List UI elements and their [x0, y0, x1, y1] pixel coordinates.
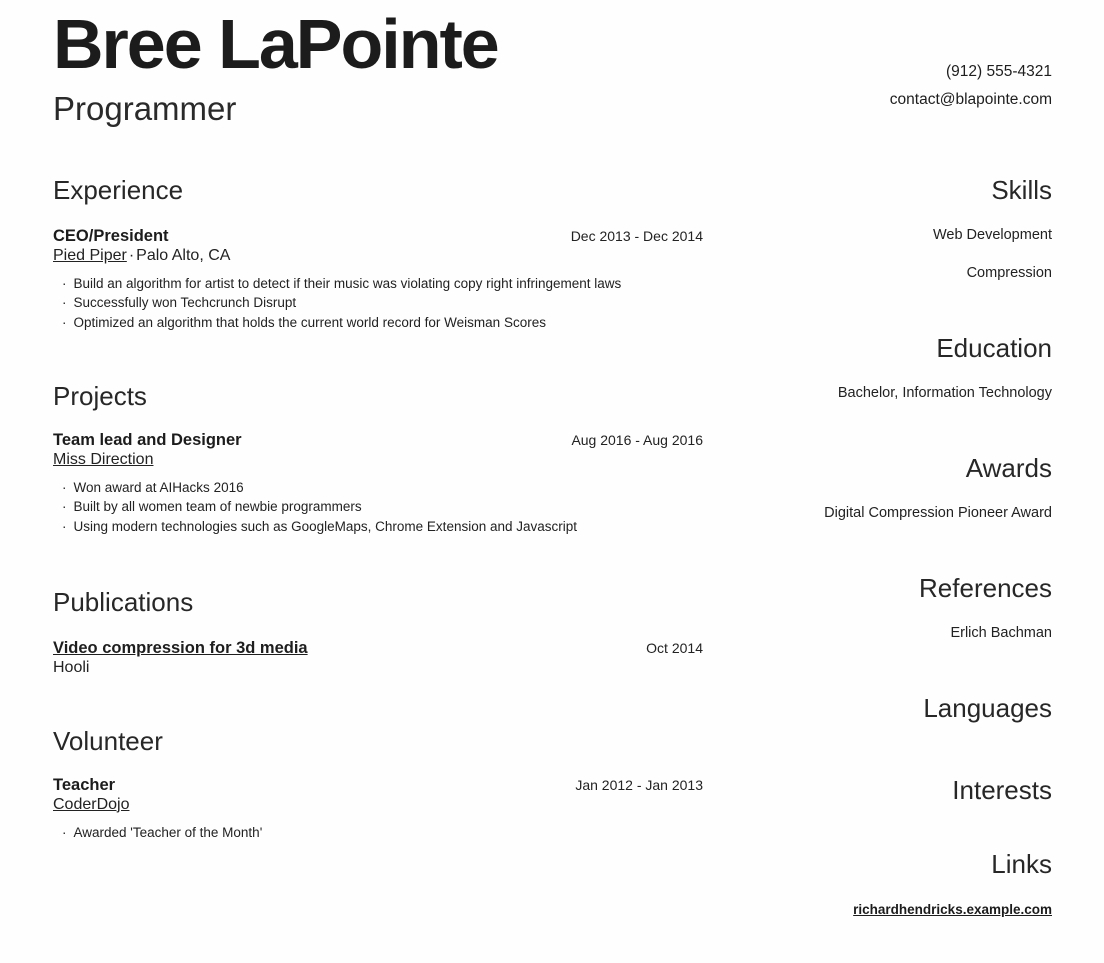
identity-block: [53, 5, 498, 129]
contact-block: [890, 8, 1052, 114]
publication-title-link[interactable]: Video compression for 3d media: [53, 638, 308, 657]
entry-subtitle: [53, 450, 703, 469]
bullet-item: · Build an algorithm for artist to detect if their music was violating copy right infringement laws: [62, 274, 703, 293]
entry-dates: Oct 2014: [646, 639, 703, 656]
bullet-list: [53, 823, 703, 842]
person-role: Programmer: [53, 89, 237, 127]
skills-list: [752, 224, 1052, 284]
experience-entry: [53, 226, 703, 332]
bullet-item: · Successfully won Techcrunch Disrupt: [62, 293, 703, 312]
education-list: [752, 382, 1052, 404]
email-address: contact@blapointe.com: [889, 91, 1052, 108]
bullet-item: · Using modern technologies such as GoogleMaps, Chrome Extension and Javascript: [62, 517, 703, 536]
award-item: Digital Compression Pioneer Award: [824, 505, 1052, 522]
entry-subtitle: [53, 795, 703, 814]
project-entry: [53, 430, 703, 536]
awards-list: [752, 502, 1052, 524]
reference-item: Erlich Bachman: [950, 625, 1052, 642]
section-heading-skills: Skills: [991, 175, 1052, 206]
person-name: Bree LaPointe: [53, 5, 498, 83]
bullet-list: [53, 274, 703, 332]
section-heading-awards: Awards: [965, 453, 1052, 484]
section-heading-publications: Publications: [53, 586, 194, 617]
entry-title: CEO/President: [53, 227, 169, 246]
bullet-item: · Won award at AIHacks 2016: [62, 478, 703, 497]
bullet-item: · Awarded 'Teacher of the Month': [62, 823, 703, 842]
references-list: [752, 622, 1052, 644]
subtitle-separator: ·: [128, 247, 135, 265]
publication-entry: [53, 638, 703, 677]
company-link[interactable]: Pied Piper: [53, 247, 127, 265]
sidebar-column: [752, 129, 1052, 919]
entry-dates: Aug 2016 - Aug 2016: [571, 431, 703, 448]
entry-header: [53, 638, 703, 658]
entry-subtitle: [53, 246, 703, 265]
entry-header: [53, 775, 703, 795]
project-link[interactable]: Miss Direction: [53, 450, 154, 468]
location-text: Palo Alto, CA: [136, 247, 231, 265]
education-item: Bachelor, Information Technology: [837, 385, 1052, 402]
entry-header: [53, 226, 703, 246]
skill-item: Compression: [966, 265, 1052, 282]
entry-header: [53, 430, 703, 450]
main-column: [53, 129, 703, 919]
content-columns: [53, 129, 1052, 919]
links-list: [752, 880, 1052, 919]
organization-link[interactable]: CoderDojo: [53, 795, 130, 813]
bullet-list: [53, 478, 703, 536]
phone-number: (912) 555-4321: [946, 63, 1052, 80]
volunteer-entry: [53, 775, 703, 842]
entry-dates: Jan 2012 - Jan 2013: [575, 776, 703, 793]
bullet-item: · Built by all women team of newbie programmers: [62, 497, 703, 516]
skill-item: Web Development: [932, 227, 1052, 244]
website-link[interactable]: richardhendricks.example.com: [853, 902, 1052, 918]
section-heading-education: Education: [936, 333, 1052, 364]
section-heading-projects: Projects: [53, 380, 147, 411]
section-heading-interests: Interests: [952, 775, 1052, 806]
section-heading-volunteer: Volunteer: [53, 725, 163, 756]
bullet-item: · Optimized an algorithm that holds the current world record for Weisman Scores: [62, 313, 703, 332]
section-heading-links: Links: [991, 849, 1052, 880]
publisher-name: Hooli: [53, 658, 90, 676]
section-heading-references: References: [919, 573, 1052, 604]
header: [53, 5, 1052, 129]
entry-title: Teacher: [53, 775, 116, 794]
entry-dates: Dec 2013 - Dec 2014: [570, 228, 703, 245]
entry-title: Team lead and Designer: [53, 430, 242, 449]
section-heading-languages: Languages: [923, 693, 1052, 724]
section-heading-experience: Experience: [53, 175, 184, 206]
